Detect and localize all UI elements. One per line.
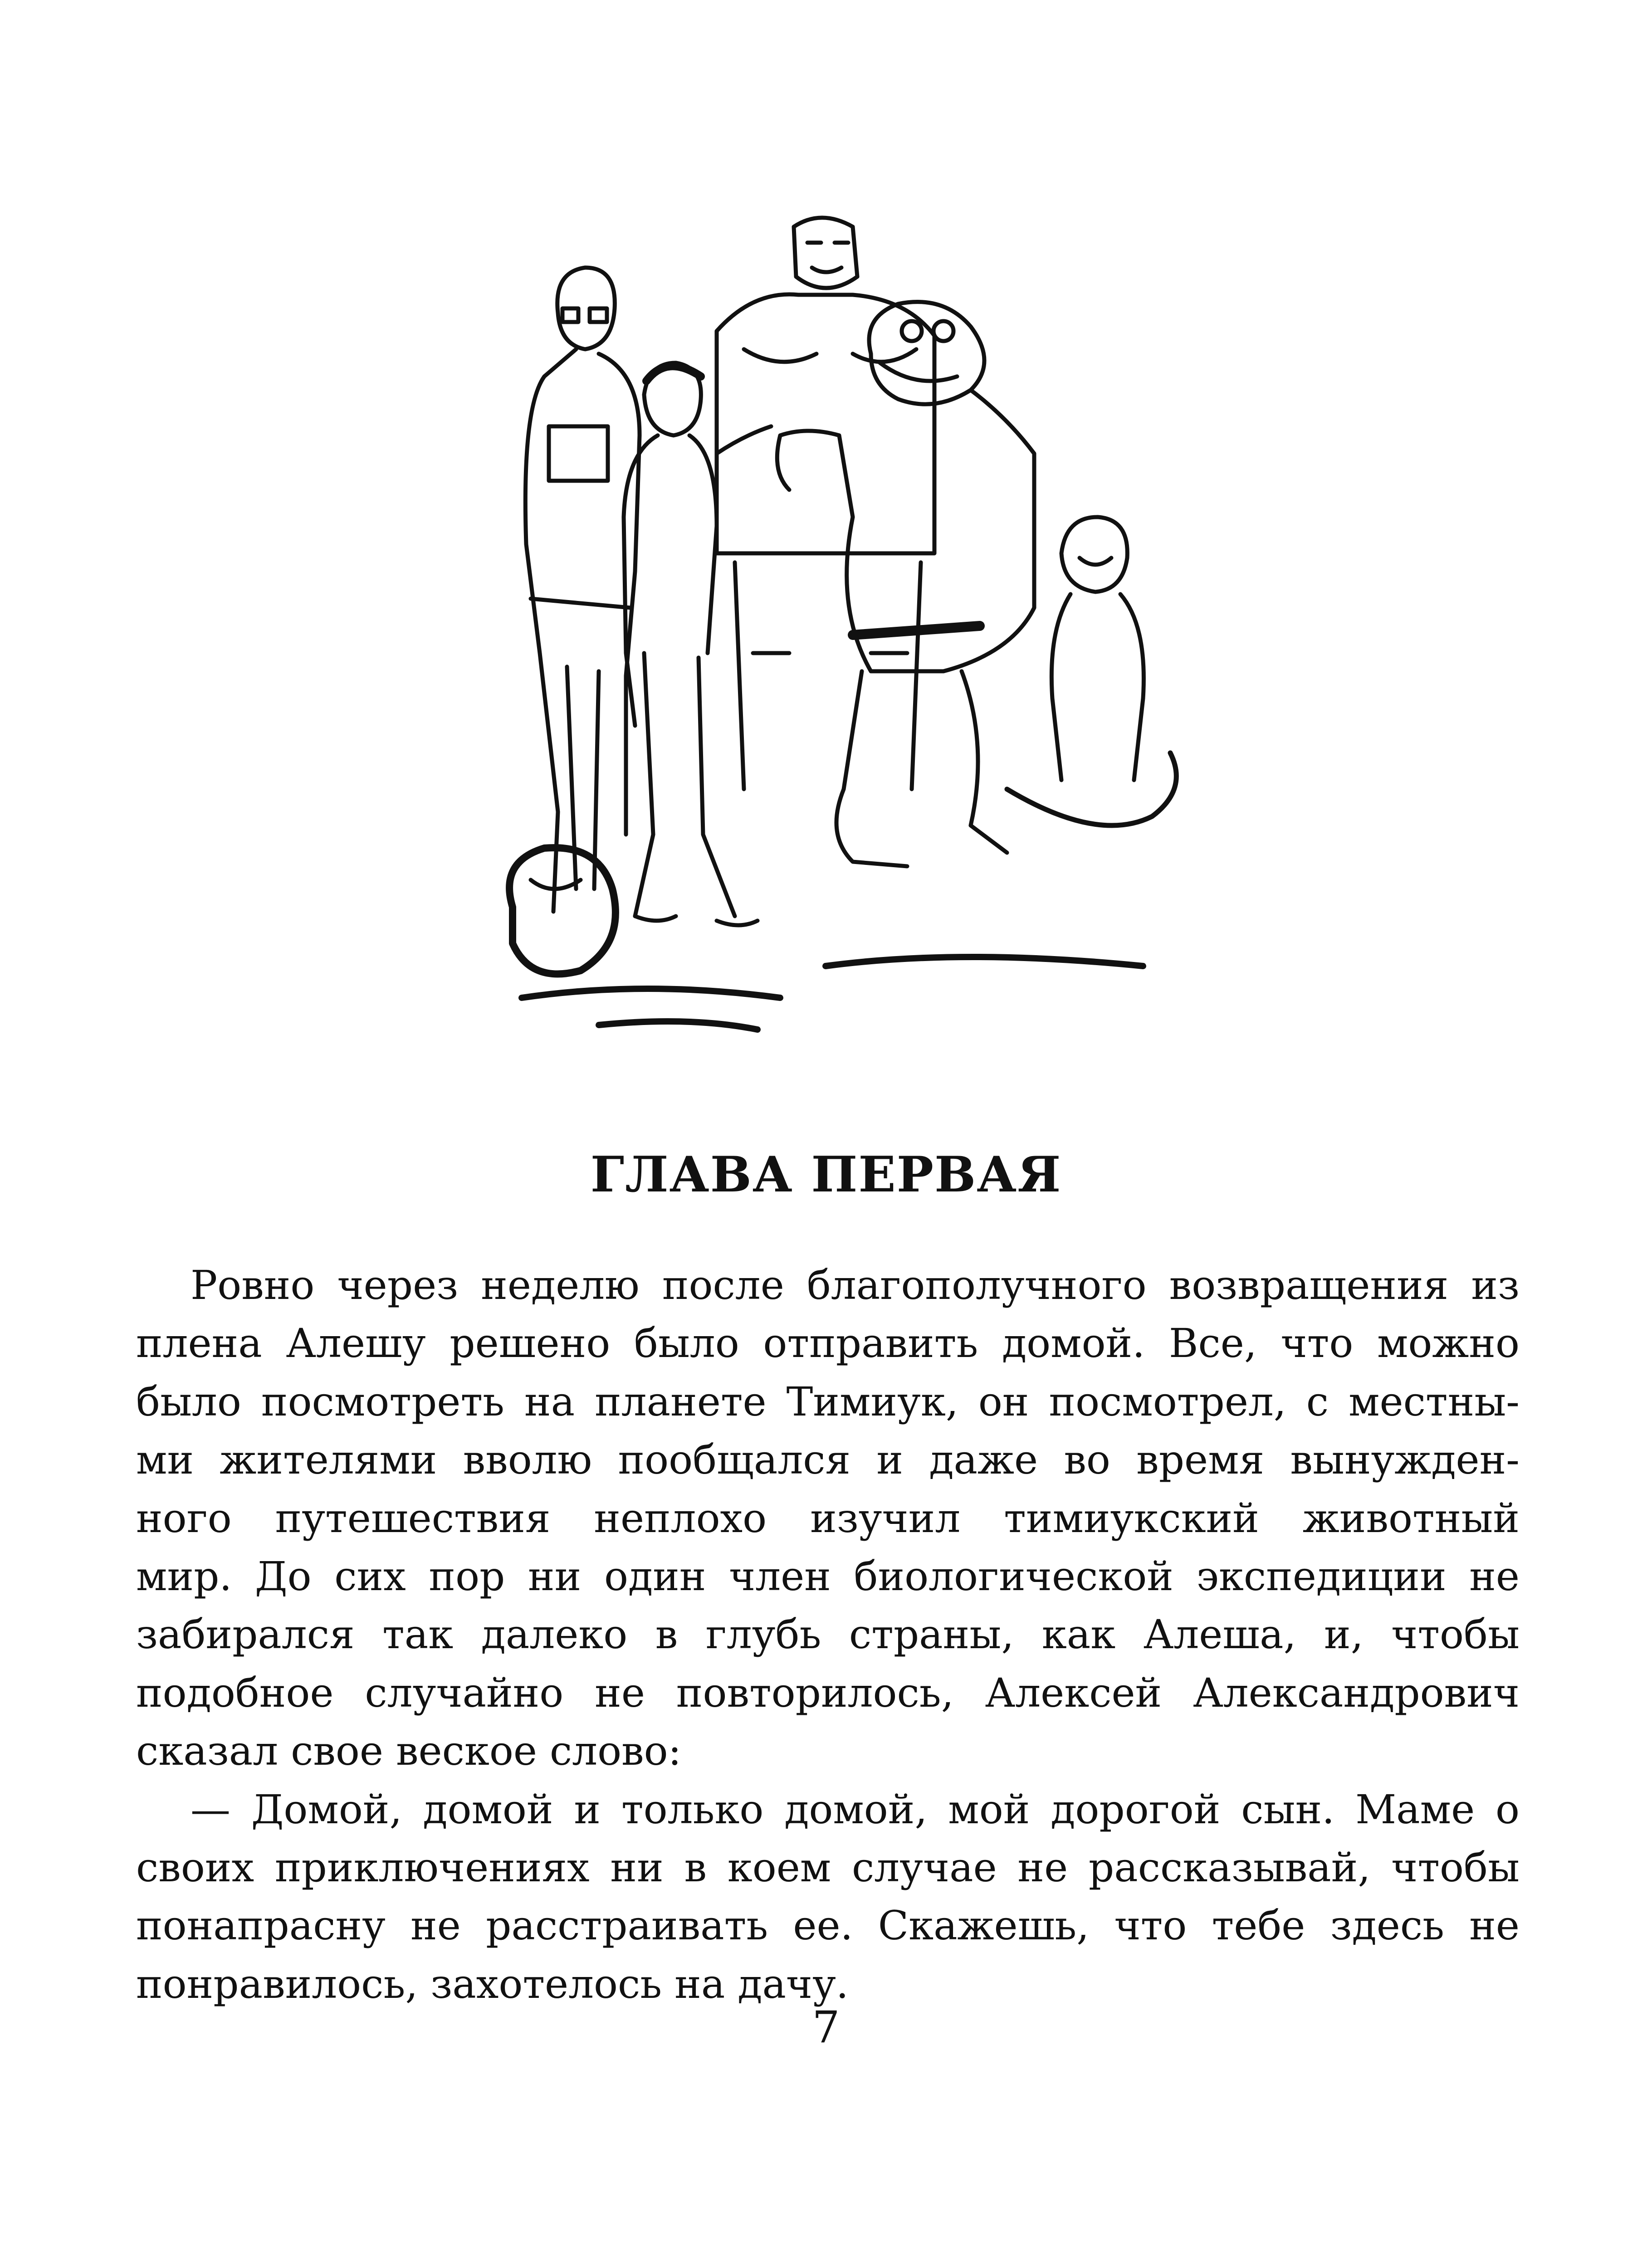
- paragraph: [136, 1256, 1520, 1781]
- ground-shadow: [522, 957, 1143, 1030]
- page-number: 7: [812, 2002, 840, 2053]
- text-line: ного путешествия неплохо изучил тимиукский животный: [136, 1494, 1520, 1542]
- text-line: понапрасну не расстраивать ее. Скажешь, что тебе здесь не: [136, 1902, 1520, 1949]
- text-line: было посмотреть на планете Тимиук, он посмотрел, с местны-: [136, 1378, 1520, 1425]
- text-line: мир. До сих пор ни один член биологической экспедиции не: [136, 1553, 1520, 1600]
- text-line: сказал свое веское слово:: [136, 1728, 682, 1775]
- chapter-title: ГЛАВА ПЕРВАЯ: [590, 1146, 1062, 1203]
- ink-illustration-icon: [463, 200, 1211, 1116]
- text-line: — Домой, домой и только домой, мой дорогой сын. Маме о: [191, 1786, 1520, 1833]
- text-line: подобное случайно не повторилось, Алексей Александрович: [136, 1669, 1520, 1716]
- chapter-illustration: [463, 200, 1211, 1116]
- man-figure: [525, 268, 640, 912]
- boy-figure: [624, 363, 771, 925]
- text-line: своих приключениях ни в коем случае не рассказывай, чтобы: [136, 1844, 1520, 1891]
- furry-creature-figure: [509, 848, 616, 974]
- text-line: ми жителями вволю пообщался и даже во время вынужден-: [136, 1436, 1520, 1484]
- alien-child-figure: [1051, 517, 1144, 780]
- text-line: забирался так далеко в глубь страны, как Алеша, и, чтобы: [136, 1611, 1520, 1658]
- paragraph: [136, 1781, 1520, 2014]
- text-line: понравилось, захотелось на дачу.: [136, 1960, 849, 2007]
- text-line: плена Алешу решено было отправить домой. Все, что можно: [136, 1320, 1520, 1367]
- text-line: Ровно через неделю после благополучного возвращения из: [191, 1262, 1520, 1308]
- chapter-body-text: [136, 1256, 1520, 2013]
